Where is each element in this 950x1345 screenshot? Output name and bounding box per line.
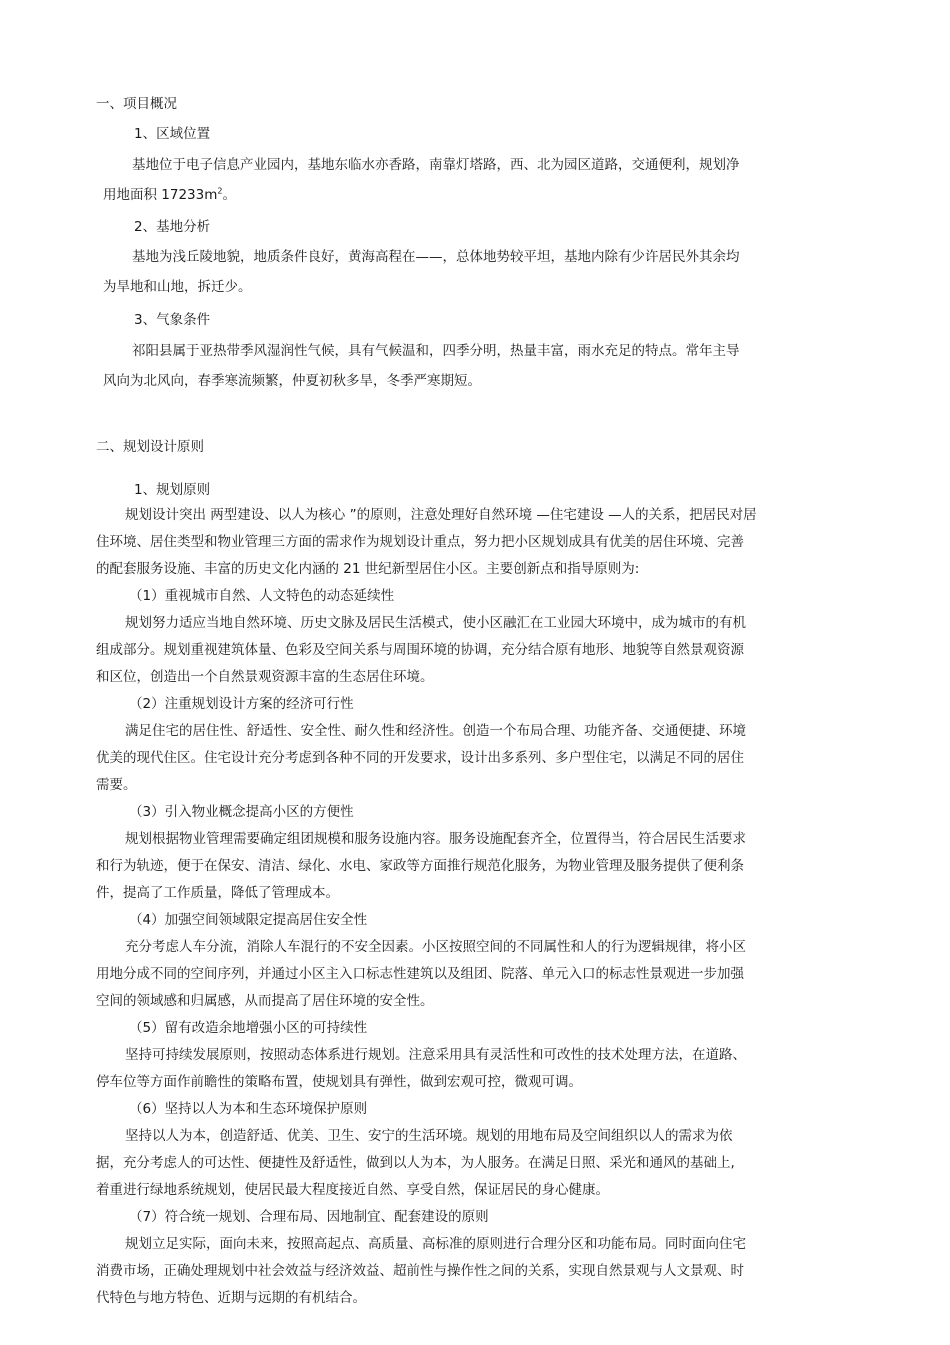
paragraph-line: 消费市场，正确处理规划中社会效益与经济效益、超前性与操作性之间的关系，实现自然景观与人文景观、时	[96, 1263, 744, 1279]
paragraph-line: 基地位于电子信息产业园内，基地东临水亦香路，南靠灯塔路，西、北为园区道路，交通便利，规划净	[132, 157, 740, 173]
paragraph-line: 和区位，创造出一个自然景观资源丰富的生态居住环境。	[96, 669, 434, 685]
principle-title: （4）加强空间领域限定提高居住安全性	[129, 912, 368, 928]
paragraph-line: 规划努力适应当地自然环境、历史文脉及居民生活模式，使小区融汇在工业园大环境中，成为城市的有机	[125, 615, 746, 631]
paragraph-line: 住环境、居住类型和物业管理三方面的需求作为规划设计重点，努力把小区规划成具有优美的居住环境、完善	[96, 534, 744, 550]
paragraph-line: 的配套服务设施、丰富的历史文化内涵的 21 世纪新型居住小区。主要创新点和指导原则为:	[96, 561, 640, 577]
principle-title: （2）注重规划设计方案的经济可行性	[129, 696, 354, 712]
paragraph-line: 和行为轨迹，便于在保安、清洁、绿化、水电、家政等方面推行规范化服务，为物业管理及服务提供了便利条	[96, 858, 744, 874]
paragraph-line: 坚持以人为本，创造舒适、优美、卫生、安宁的生活环境。规划的用地布局及空间组织以人的需求为依	[125, 1128, 733, 1144]
subsection-2-1-title: 1、规划原则	[134, 482, 211, 498]
principle-title: （1）重视城市自然、人文特色的动态延续性	[129, 588, 395, 604]
area-text: 用地面积 17233m	[103, 187, 218, 203]
area-superscript: 2	[217, 186, 223, 196]
paragraph-line: 据，充分考虑人的可达性、便捷性及舒适性，做到以人为本，为人服务。在满足日照、采光和通风的基础上,	[96, 1155, 735, 1171]
principle-title: （6）坚持以人为本和生态环境保护原则	[129, 1101, 368, 1117]
subsection-1-2-title: 2、基地分析	[134, 219, 211, 235]
paragraph-line: 祁阳县属于亚热带季风湿润性气候，具有气候温和，四季分明，热量丰富，雨水充足的特点。常年主导	[132, 343, 740, 359]
paragraph-line: 充分考虑人车分流，消除人车混行的不安全因素。小区按照空间的不同属性和人的行为逻辑规律，将小区	[125, 939, 746, 955]
paragraph-line: 满足住宅的居住性、舒适性、安全性、耐久性和经济性。创造一个布局合理、功能齐备、交通便捷、环境	[125, 723, 746, 739]
paragraph-line: 坚持可持续发展原则，按照动态体系进行规划。注意采用具有灵活性和可改性的技术处理方法，在道路、	[125, 1047, 746, 1063]
paragraph-line: 规划立足实际，面向未来，按照高起点、高质量、高标准的原则进行合理分区和功能布局。同时面向住宅	[125, 1236, 746, 1252]
principle-title: （5）留有改造余地增强小区的可持续性	[129, 1020, 368, 1036]
subsection-1-3-title: 3、气象条件	[134, 312, 211, 328]
section-2-heading: 二、规划设计原则	[96, 439, 204, 455]
paragraph-line: 用地分成不同的空间序列，并通过小区主入口标志性建筑以及组团、院落、单元入口的标志性景观进一步加强	[96, 966, 744, 982]
paragraph-line: 优美的现代住区。住宅设计充分考虑到各种不同的开发要求，设计出多系列、多户型住宅，以满足不同的居住	[96, 750, 744, 766]
paragraph-line: 规划设计突出 两型建设、以人为核心 ”的原则，注意处理好自然环境 —住宅建设 —人的关系，把居民对居	[125, 507, 757, 523]
area-suffix: 。	[222, 187, 236, 203]
paragraph-line: 组成部分。规划重视建筑体量、色彩及空间关系与周围环境的协调，充分结合原有地形、地貌等自然景观资源	[96, 642, 744, 658]
paragraph-line: 基地为浅丘陵地貌，地质条件良好，黄海高程在——，总体地势较平坦，基地内除有少许居民外其余均	[132, 249, 740, 265]
paragraph-line: 停车位等方面作前瞻性的策略布置，使规划具有弹性，做到宏观可控，微观可调。	[96, 1074, 582, 1090]
paragraph-line: 为旱地和山地，拆迁少。	[103, 279, 252, 295]
section-1-heading: 一、项目概况	[96, 96, 177, 112]
paragraph-line-area	[103, 186, 236, 204]
paragraph-line: 风向为北风向，春季寒流频繁，仲夏初秋多旱，冬季严寒期短。	[103, 373, 481, 389]
subsection-1-1-title: 1、区域位置	[134, 126, 211, 142]
paragraph-line: 需要。	[96, 777, 137, 793]
paragraph-line: 规划根据物业管理需要确定组团规模和服务设施内容。服务设施配套齐全，位置得当，符合居民生活要求	[125, 831, 746, 847]
paragraph-line: 件，提高了工作质量，降低了管理成本。	[96, 885, 339, 901]
principle-title: （7）符合统一规划、合理布局、因地制宜、配套建设的原则	[129, 1209, 489, 1225]
principle-title: （3）引入物业概念提高小区的方便性	[129, 804, 354, 820]
paragraph-line: 着重进行绿地系统规划，使居民最大程度接近自然、享受自然，保证居民的身心健康。	[96, 1182, 609, 1198]
paragraph-line: 代特色与地方特色、近期与远期的有机结合。	[96, 1290, 366, 1306]
paragraph-line: 空间的领域感和归属感，从而提高了居住环境的安全性。	[96, 993, 434, 1009]
